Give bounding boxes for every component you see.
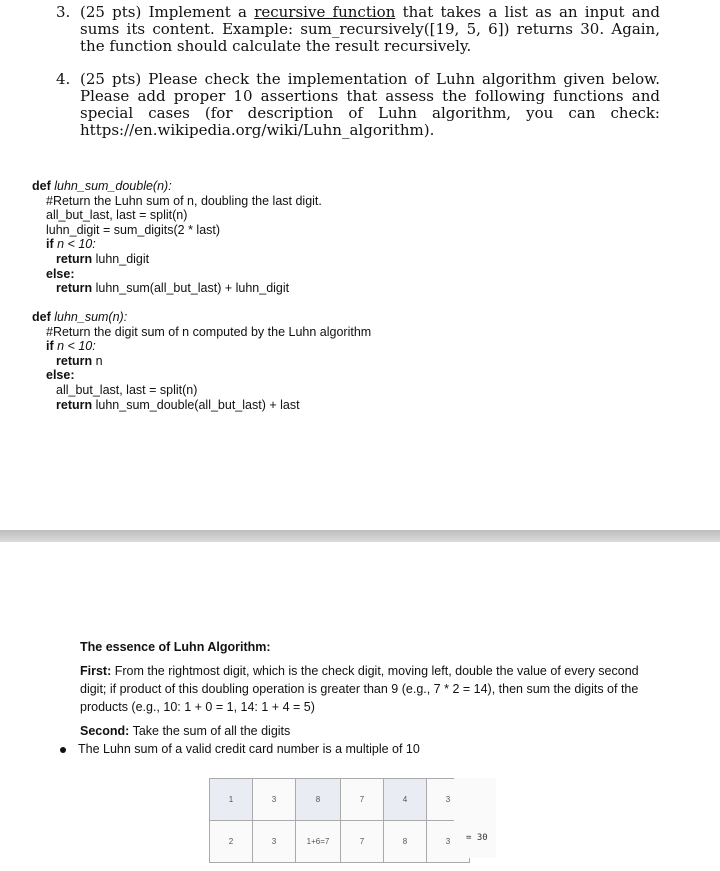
def-line: def luhn_sum_double(n):	[32, 179, 172, 193]
table-cell: 2	[210, 821, 253, 863]
code-block-luhn-sum-double	[32, 179, 322, 296]
table-cell: 1	[210, 779, 253, 821]
bullet-text: The Luhn sum of a valid credit card number is a multiple of 10	[78, 742, 420, 756]
luhn-essence	[80, 638, 640, 746]
table-cell: 7	[341, 779, 384, 821]
question-number: 3.	[56, 3, 71, 21]
return-line: return luhn_sum_double(all_but_last) + last	[56, 397, 300, 412]
else-line: else:	[46, 266, 75, 281]
table-cell: 3	[253, 779, 296, 821]
page-2	[0, 542, 720, 871]
luhn-example-table	[209, 778, 470, 863]
table-cell: 7	[341, 821, 384, 863]
question-list	[0, 4, 660, 139]
table-cell: 1+6=7	[296, 821, 341, 863]
question-3	[0, 4, 660, 55]
bullet-icon	[60, 747, 66, 753]
first-step: First: From the rightmost digit, which is the check digit, moving left, double the value of every second digit; if product of this doubling operation is greater than 9 (e.g., 7 * 2 = 14), then sum the digits of the products (e.g., 10: 1 + 0 = 1, 14: 1 + 4 = 5)	[80, 664, 639, 714]
return-line: return luhn_sum(all_but_last) + luhn_digit	[56, 281, 290, 296]
table-cell: 3	[427, 779, 470, 821]
code-line: luhn_digit = sum_digits(2 * last)	[46, 222, 221, 237]
question-points: (25 pts) Implement a	[80, 3, 247, 21]
table-cell: 8	[296, 779, 341, 821]
else-line: else:	[46, 368, 75, 383]
table-cell: 3	[253, 821, 296, 863]
essence-title: The essence of Luhn Algorithm:	[80, 640, 271, 654]
question-text: that takes a list as an input and sums its content. Example: sum_recursively([19, 5, 6]) returns 30. Again, the function should calculate the result recursively.	[80, 3, 660, 55]
question-text: (25 pts) Please check the implementation of Luhn algorithm given below. Please add proper 10 assertions that assess the following functions and special cases (for description of Luhn algorithm, you can check: https://en.wikipedia.org/wiki/Luhn_algorithm).	[80, 70, 660, 139]
table-cell: 8	[384, 821, 427, 863]
table-cell: 3	[427, 821, 470, 863]
comment-line: #Return the Luhn sum of n, doubling the last digit.	[46, 193, 322, 208]
code-line: all_but_last, last = split(n)	[56, 382, 198, 397]
table-row	[210, 779, 470, 821]
if-line: if n < 10:	[46, 237, 96, 252]
comment-line: #Return the digit sum of n computed by the Luhn algorithm	[46, 324, 372, 339]
if-line: if n < 10:	[46, 339, 96, 354]
table-cell: 4	[384, 779, 427, 821]
bullet-point	[60, 742, 420, 756]
return-line: return luhn_digit	[56, 251, 150, 266]
recursive-function-link[interactable]: recursive function	[254, 3, 396, 21]
table-total: = 30	[454, 778, 496, 858]
return-line: return n	[56, 353, 103, 368]
question-number: 4.	[56, 70, 71, 88]
table-row	[210, 821, 470, 863]
code-block-luhn-sum	[32, 310, 371, 412]
second-step: Second: Take the sum of all the digits	[80, 724, 291, 738]
def-line: def luhn_sum(n):	[32, 310, 128, 324]
code-line: all_but_last, last = split(n)	[46, 208, 188, 223]
question-4	[0, 71, 660, 139]
page-separator	[0, 530, 720, 542]
